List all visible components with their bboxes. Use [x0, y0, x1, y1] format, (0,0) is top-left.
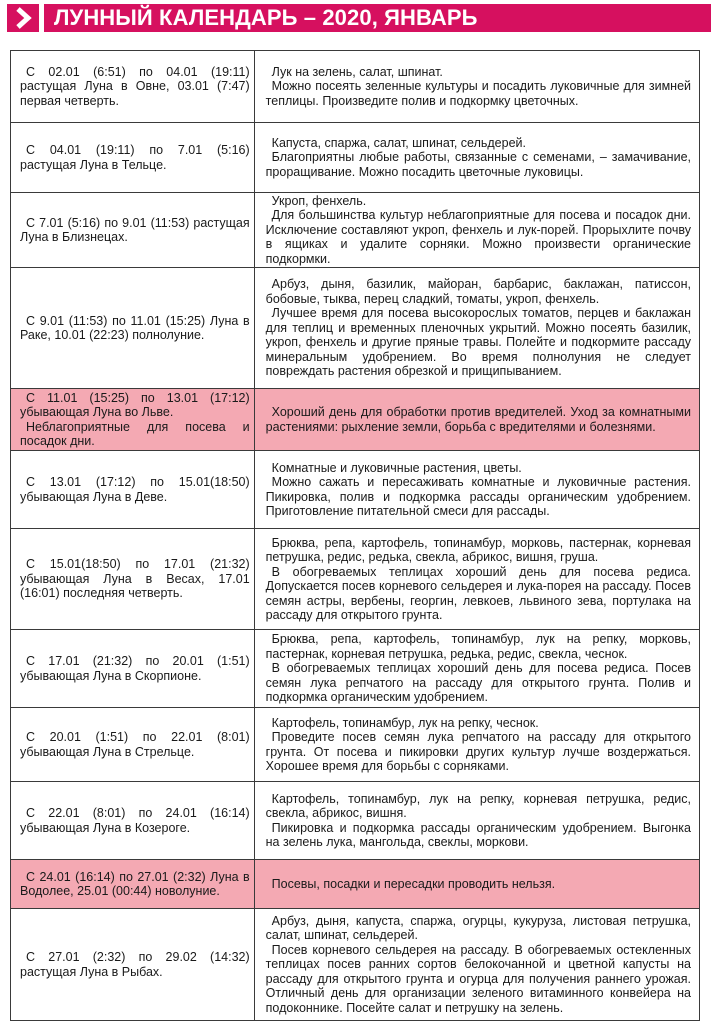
- advice-crops: Капуста, спаржа, салат, шпинат, сельдерей.: [271, 135, 526, 150]
- chevron-badge: [7, 4, 39, 32]
- advice-cell: [255, 51, 700, 122]
- period-cell: [11, 123, 255, 192]
- advice-cell: [255, 268, 700, 388]
- advice-text: В обогреваемых теплицах хороший день для посева редиса. Допускается посев корневого сельдерея и лука-порея на рассаду. Посев семян астры, вербены, георгин, левкоев, львиного зева, портулака на рассаду для открытого грунта.: [265, 564, 691, 622]
- advice-text: Хороший день для обработки против вредителей. Уход за комнатными растениями: рыхление земли, борьба с вредителями и болезнями.: [265, 405, 691, 434]
- period-text: С 24.01 (16:14) по 27.01 (2:32) Луна в Водолее, 25.01 (00:44) новолуние.: [20, 869, 250, 898]
- period-cell: [11, 630, 255, 707]
- advice-text: Можно посеять зеленные культуры и посадить луковичные для зимней теплицы. Произведите полив и подкормку цветочных.: [265, 79, 691, 108]
- advice-crops: Картофель, топинамбур, лук на репку, чеснок.: [271, 715, 539, 730]
- period-text: С 11.01 (15:25) по 13.01 (17:12) убывающая Луна во Льве.: [20, 390, 250, 419]
- table-row: [11, 630, 700, 708]
- period-cell: [11, 389, 255, 450]
- advice-crops: Арбуз, дыня, базилик, майоран, барбарис, баклажан, патиссон, бобовые, тыква, перец сладкий, томаты, укроп, фенхель.: [265, 277, 691, 306]
- advice-cell: [255, 630, 700, 707]
- advice-cell: [255, 782, 700, 859]
- period-text: С 15.01(18:50) по 17.01 (21:32) убывающая Луна в Весах, 17.01 (16:01) последняя четверть.: [20, 557, 250, 601]
- table-row: [11, 51, 700, 123]
- period-cell: [11, 860, 255, 908]
- advice-crops: Укроп, фенхель.: [271, 193, 367, 208]
- advice-cell: [255, 123, 700, 192]
- page-title: ЛУННЫЙ КАЛЕНДАРЬ – 2020, ЯНВАРЬ: [54, 5, 478, 30]
- chevron-right-icon: [7, 4, 39, 32]
- advice-text: Посевы, посадки и пересадки проводить нельзя.: [271, 876, 556, 891]
- advice-text: Для большинства культур неблагоприятные для посева и посадок дни. Исключение составляют укроп, фенхель и лук-порей. Прорыхлите почву в ящиках и удалите сорняки. Можно произвести органические подкормки.: [265, 208, 691, 266]
- advice-cell: [255, 451, 700, 528]
- advice-text: Лучшее время для посева высокорослых томатов, перцев и баклажан для теплиц и временных пленочных укрытий. Можно посеять базилик, укроп, фенхель и другие пряные травы. Полейте и подкормите рассаду минеральным удобрением. Во время полнолуния не следует повреждать растения обрезкой и прищипыванием.: [265, 306, 691, 379]
- period-text: С 13.01 (17:12) по 15.01(18:50) убывающая Луна в Деве.: [20, 475, 250, 504]
- period-cell: [11, 451, 255, 528]
- period-text: С 02.01 (6:51) по 04.01 (19:11) растущая Луна в Овне, 03.01 (7:47) первая четверть.: [20, 64, 250, 108]
- period-cell: [11, 909, 255, 1020]
- advice-crops: Брюква, репа, картофель, топинамбур, морковь, пастернак, корневая петрушка, редис, редька, свекла, абрикос, вишня, груша.: [265, 535, 691, 564]
- period-text: С 04.01 (19:11) по 7.01 (5:16) растущая Луна в Тельце.: [20, 143, 250, 172]
- advice-text: Пикировка и подкормка рассады органическим удобрением. Выгонка на зелень лука, мангольда, свеклы, моркови.: [265, 820, 691, 849]
- advice-text: Можно сажать и пересаживать комнатные и луковичные растения. Пикировка, полив и подкормка рассады органическим удобрением. Приготовление питательной смеси для рассады.: [265, 475, 691, 518]
- advice-cell: [255, 529, 700, 629]
- period-text: С 27.01 (2:32) по 29.02 (14:32) растущая Луна в Рыбах.: [20, 950, 250, 979]
- advice-text: Проведите посев семян лука репчатого на рассаду для открытого грунта. От посева и пикировки других культур лучше воздержаться. Хорошее время для борьбы с сорняками.: [265, 730, 691, 773]
- advice-text: Благоприятны любые работы, связанные с семенами, – замачивание, проращивание. Можно посадить цветочные луковицы.: [265, 150, 691, 179]
- period-cell: [11, 708, 255, 781]
- table-row: [11, 268, 700, 389]
- period-text: С 7.01 (5:16) по 9.01 (11:53) растущая Луна в Близнецах.: [20, 215, 250, 244]
- table-row: [11, 782, 700, 860]
- page-header: [0, 0, 711, 36]
- advice-text: В обогреваемых теплицах хороший день для посева редиса. Посев семян лука репчатого на рассаду для открытого грунта. Полив и подкормка органическим удобрением.: [265, 661, 691, 705]
- period-cell: [11, 529, 255, 629]
- advice-crops: Брюква, репа, картофель, топинамбур, лук на репку, морковь, пастернак, корневая петрушка, редька, редис, свекла, чеснок.: [265, 632, 691, 661]
- table-row-highlighted: [11, 860, 700, 909]
- advice-cell: [255, 708, 700, 781]
- period-text: С 17.01 (21:32) по 20.01 (1:51) убывающая Луна в Скорпионе.: [20, 654, 250, 683]
- advice-cell: [255, 389, 700, 450]
- advice-crops: Арбуз, дыня, капуста, спаржа, огурцы, кукуруза, листовая петрушка, салат, шпинат, сельдерей.: [265, 913, 691, 943]
- advice-crops: Картофель, топинамбур, лук на репку, корневая петрушка, редис, свекла, абрикос, вишня.: [265, 791, 691, 820]
- period-text: С 9.01 (11:53) по 11.01 (15:25) Луна в Раке, 10.01 (22:23) полнолуние.: [20, 313, 250, 342]
- period-cell: [11, 268, 255, 388]
- table-row: [11, 451, 700, 529]
- table-row: [11, 123, 700, 193]
- period-cell: [11, 782, 255, 859]
- advice-cell: [255, 193, 700, 267]
- table-row: [11, 529, 700, 630]
- table-row: [11, 909, 700, 1021]
- advice-text: Посев корневого сельдерея на рассаду. В обогреваемых остекленных теплицах посев ранних сортов белокочанной и цветной капусты на рассаду для открытого грунта и огурца для получения раннего урожая. Отличный день для организации зеленого витаминного конвейера на подоконнике. Посейте салат и петрушку на зелень.: [265, 942, 691, 1015]
- lunar-calendar-table: [10, 50, 700, 1021]
- period-cell: [11, 193, 255, 267]
- period-note: Неблагоприятные для посева и посадок дни.: [20, 419, 250, 448]
- advice-crops: Лук на зелень, салат, шпинат.: [271, 64, 443, 79]
- advice-crops: Комнатные и луковичные растения, цветы.: [271, 460, 522, 475]
- advice-cell: [255, 860, 700, 908]
- period-text: С 22.01 (8:01) по 24.01 (16:14) убывающая Луна в Козероге.: [20, 806, 250, 835]
- period-text: С 20.01 (1:51) по 22.01 (8:01) убывающая Луна в Стрельце.: [20, 730, 250, 759]
- table-row: [11, 193, 700, 268]
- advice-cell: [255, 909, 700, 1020]
- title-bar: [44, 4, 711, 32]
- table-row-highlighted: [11, 389, 700, 451]
- table-row: [11, 708, 700, 782]
- period-cell: [11, 51, 255, 122]
